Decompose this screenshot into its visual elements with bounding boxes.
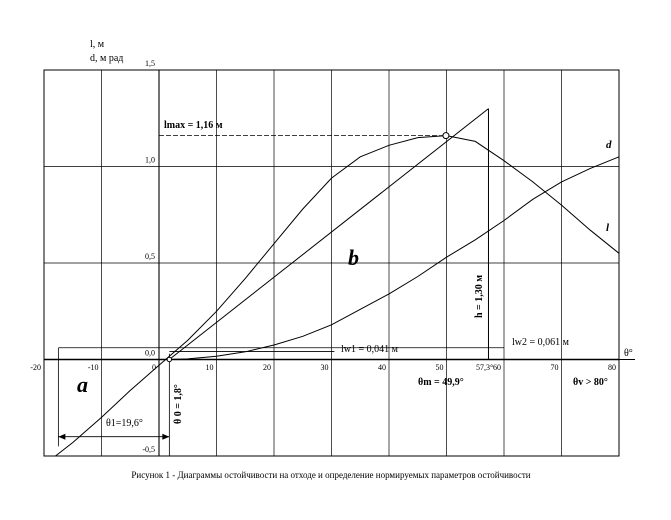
theta0-marker (167, 357, 171, 361)
tick-labels (30, 59, 616, 454)
y-tick-label: 0,5 (145, 252, 155, 261)
annotations (58, 109, 504, 456)
theta-m-label: θm = 49,9° (418, 377, 464, 388)
area-a-label: a (77, 372, 88, 397)
y-tick-label: 1,5 (145, 59, 155, 68)
series-label-l: l (606, 222, 610, 234)
lw2-label: lw2 = 0,061 м (512, 337, 569, 348)
series-line-tangent (169, 109, 488, 360)
rad-label: 57,3° (476, 363, 494, 372)
theta0-label: θ 0 = 1,8° (173, 384, 184, 424)
x-tick-label: -10 (87, 363, 99, 372)
y-tick-label: 0,0 (145, 348, 155, 358)
x-tick-label: -20 (30, 363, 41, 372)
area-b-label: b (348, 245, 359, 270)
theta1-arrow-left (58, 434, 65, 440)
x-tick-label: 20 (263, 363, 271, 372)
theta1-label: θ1=19,6° (106, 418, 143, 429)
x-tick-label: 0 (152, 363, 156, 372)
x-tick-label: 30 (320, 363, 329, 372)
lw1-label: lw1 = 0,041 м (341, 344, 398, 355)
x-axis-label: θ° (624, 348, 633, 359)
series (56, 109, 620, 456)
x-tick-label: 60 (493, 363, 501, 372)
labels (77, 39, 633, 480)
lmax-marker (443, 133, 449, 139)
x-tick-label: 80 (608, 363, 616, 372)
y-tick-label: 1,0 (145, 155, 155, 165)
theta-v-label: θv > 80° (573, 377, 608, 388)
series-line-d (169, 157, 619, 360)
series-label-d: d (606, 139, 612, 151)
y-axis-label-line2: d, м рад (90, 53, 124, 64)
figure-caption: Рисунок 1 - Диаграммы остойчивости на отходе и определение нормируемых параметров остойчивости (131, 470, 531, 480)
lmax-label: lmax = 1,16 м (164, 120, 223, 131)
x-tick-label: 70 (550, 363, 559, 372)
x-tick-label: 50 (435, 363, 444, 372)
series-line-l (56, 136, 620, 456)
y-axis-label-line1: l, м (90, 39, 105, 50)
grid (44, 70, 635, 456)
theta1-arrow-right (162, 434, 169, 440)
h-label: h = 1,30 м (474, 274, 485, 318)
x-tick-label: 40 (378, 363, 386, 372)
y-tick-label: -0,5 (142, 445, 155, 454)
x-tick-label: 10 (205, 363, 214, 372)
